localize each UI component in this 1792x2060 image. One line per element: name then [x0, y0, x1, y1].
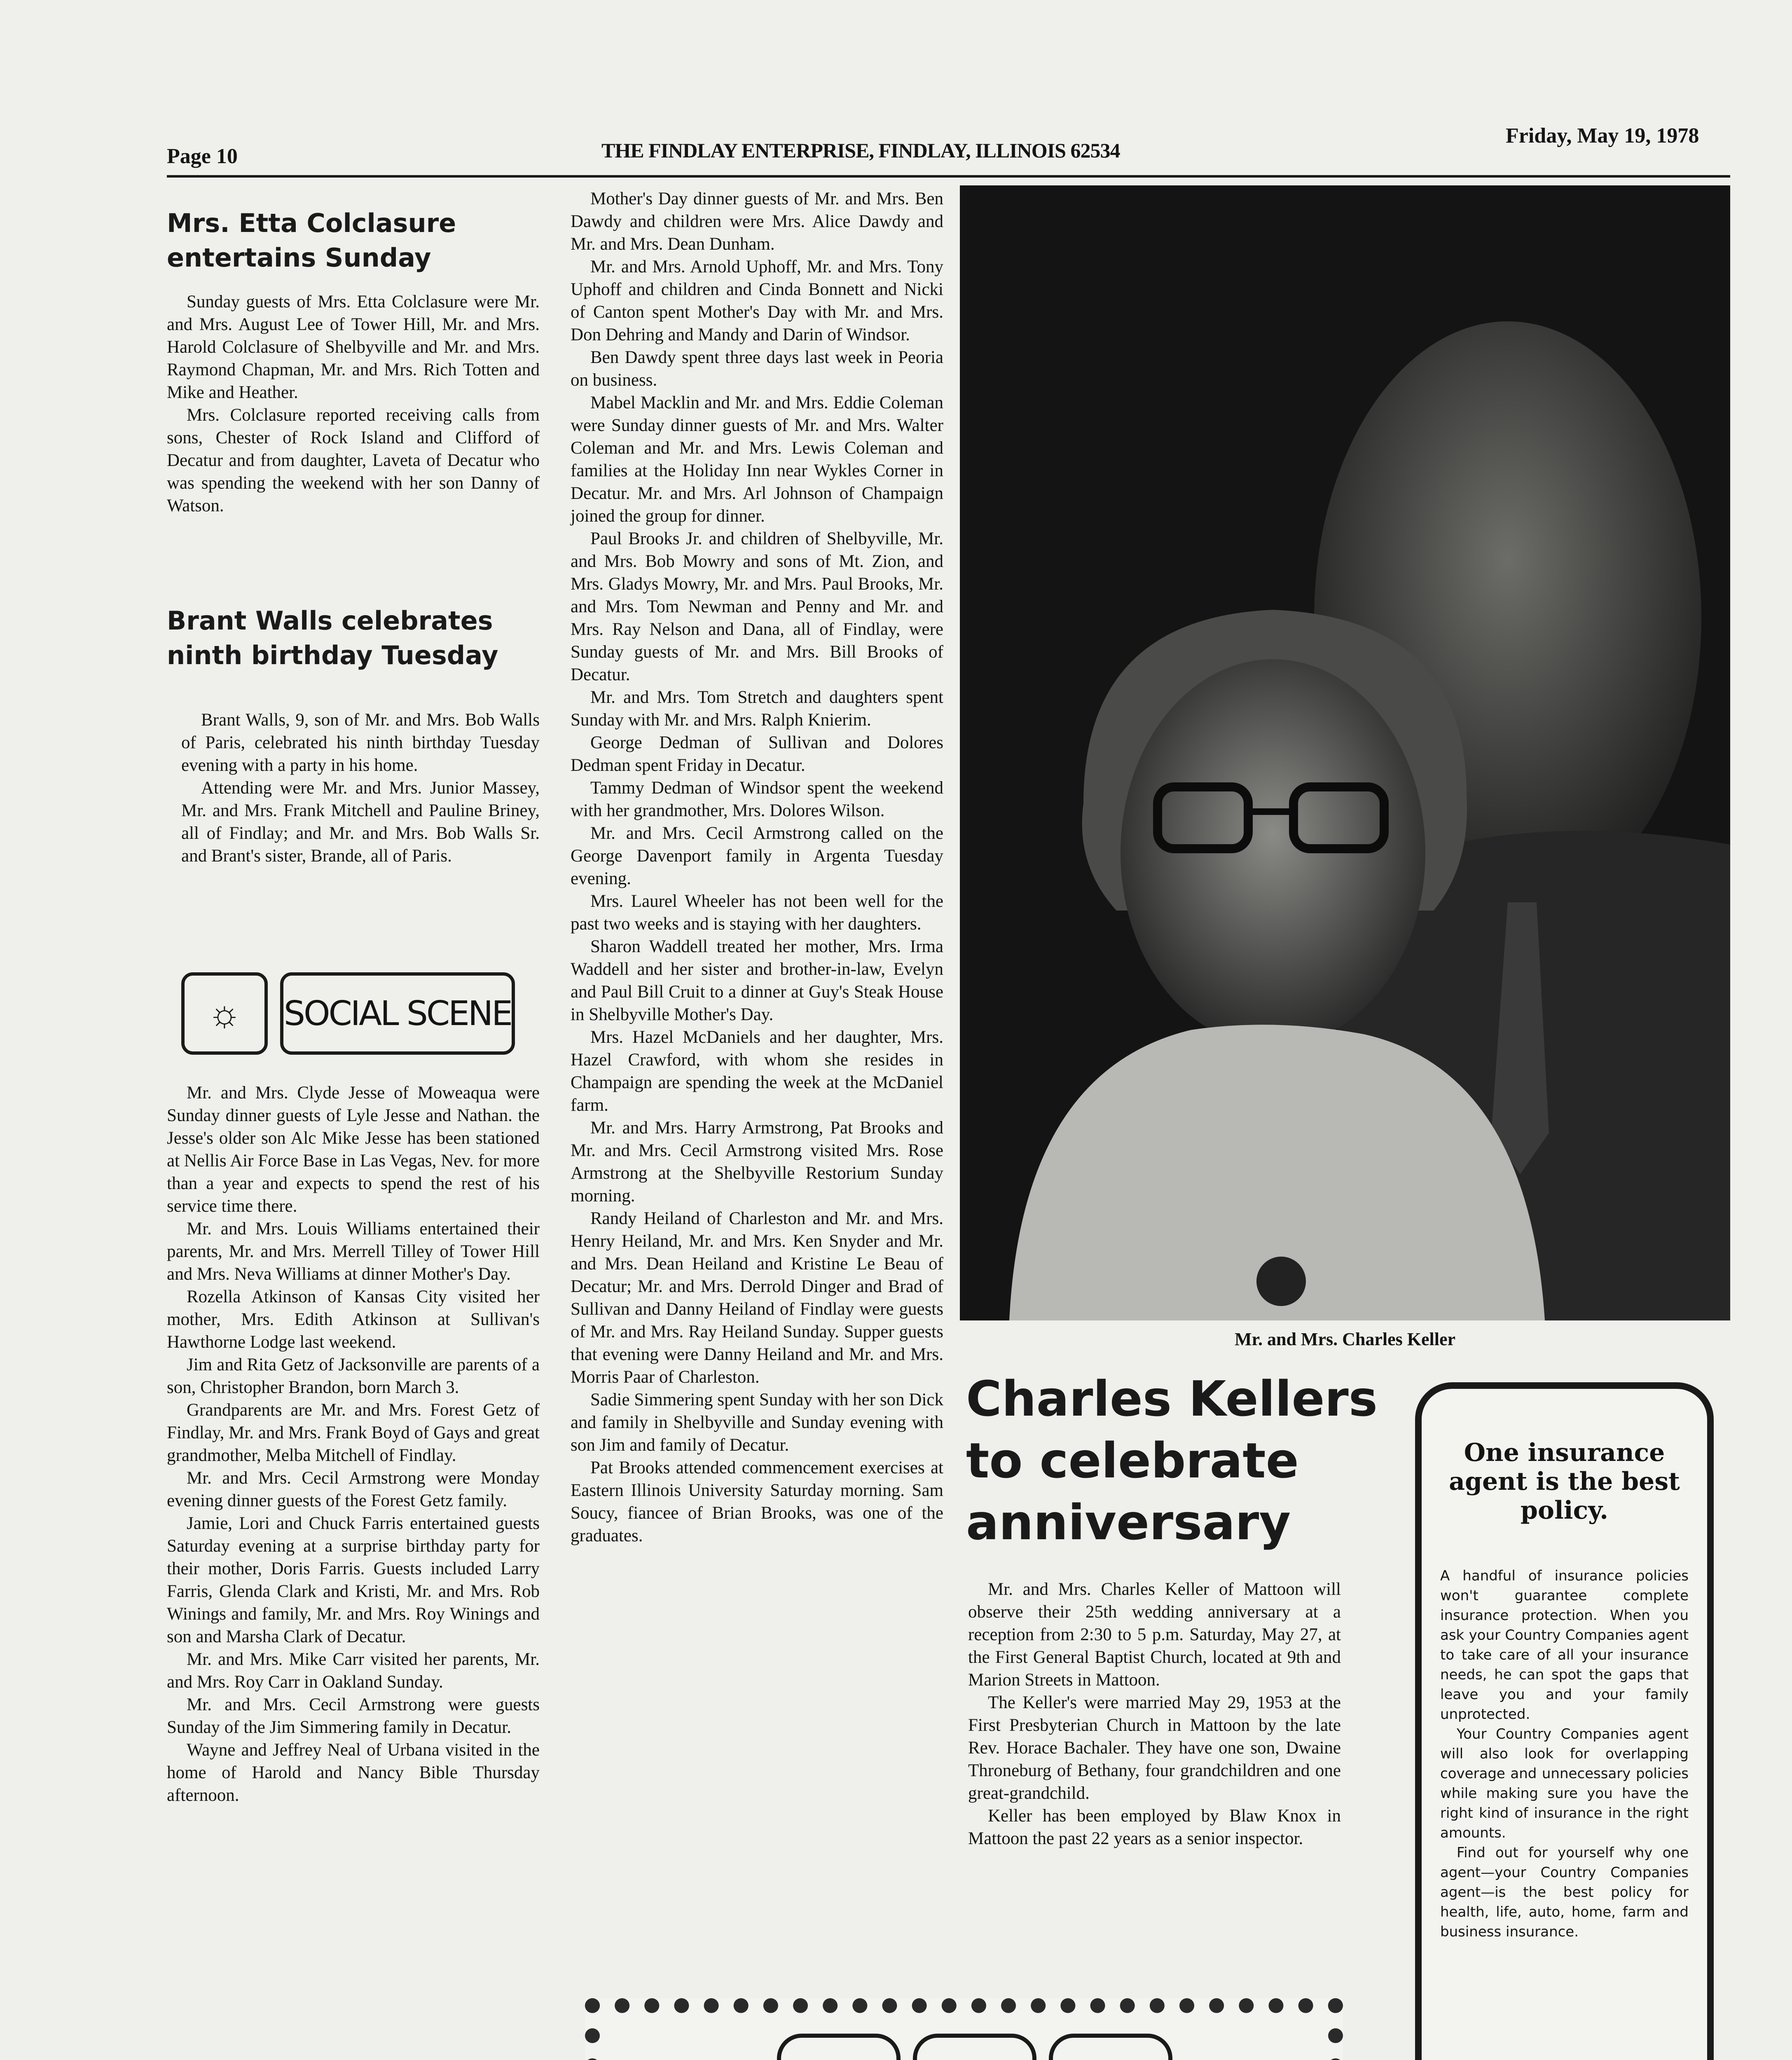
country-body — [1440, 1566, 1689, 1942]
social-item: Pat Brooks attended commencement exercises at Eastern Illinois University Saturday morning. Sam Soucy, fiancee of Brian Brooks, was one of the graduates. — [571, 1458, 943, 1545]
fcs-can-2 — [913, 2034, 1036, 2060]
social-item: Mr. and Mrs. Harry Armstrong, Pat Brooks and Mr. and Mrs. Cecil Armstrong visited Mrs. Rose Armstrong at the Shelbyville Restorium Sunday morning. — [571, 1118, 943, 1206]
sun-icon: ☼ — [181, 972, 268, 1055]
keller-paragraph: Keller has been employed by Blaw Knox in Mattoon the past 22 years as a senior inspector. — [968, 1806, 1341, 1848]
social-item: Mrs. Hazel McDaniels and her daughter, Mrs. Hazel Crawford, with whom she resides in Champaign are spending the week at the McDaniel farm. — [571, 1028, 943, 1115]
colclasure-body — [167, 290, 540, 517]
keller-portrait-image — [960, 185, 1730, 1320]
colclasure-paragraph: Mrs. Colclasure reported receiving calls from sons, Chester of Rock Island and Clifford of Decatur and from daughter, Laveta of Decatur who was spending the weekend with her son Danny of Watson. — [167, 405, 540, 515]
social-item: Mr. and Mrs. Louis Williams entertained their parents, Mr. and Mrs. Merrell Tilley of Tower Hill and Mrs. Neva Williams at dinner Mother's Day. — [167, 1219, 540, 1284]
social-item: Mr. and Mrs. Cecil Armstrong were guests Sunday of the Jim Simmering family in Decatur. — [167, 1695, 540, 1737]
social-item: Mother's Day dinner guests of Mr. and Mrs. Ben Dawdy and children were Mrs. Alice Dawdy and Mr. and Mrs. Dean Dunham. — [571, 189, 943, 254]
walls-headline: Brant Walls celebrates ninth birthday Tuesday — [167, 606, 498, 670]
social-item: Mr. and Mrs. Mike Carr visited her parents, Mr. and Mrs. Roy Carr in Oakland Sunday. — [167, 1650, 540, 1692]
social-scene-logo — [181, 972, 515, 1059]
social-item: Mrs. Laurel Wheeler has not been well for the past two weeks and is staying with her daughters. — [571, 892, 943, 934]
photo-caption: Mr. and Mrs. Charles Keller — [1234, 1329, 1456, 1349]
social-scene-col1 — [167, 1082, 540, 1807]
page-number: Page 10 — [167, 145, 238, 168]
social-item: Mr. and Mrs. Cecil Armstrong were Monday evening dinner guests of the Forest Getz family. — [167, 1468, 540, 1510]
social-scene-col2 — [571, 187, 943, 1547]
issue-date: Friday, May 19, 1978 — [1506, 124, 1699, 147]
social-item: Randy Heiland of Charleston and Mr. and Mrs. Henry Heiland, Mr. and Mrs. Ken Snyder and Mr. and Mrs. Dean Heiland and Kristine Le Beau of Decatur; Mr. and Mrs. Derrold Dinger and Brad of Sullivan and Danny Heiland of Findlay were guests of Mr. and Mrs. Ray Heiland Sunday. Supper guests that evening were Danny Heiland and Mr. and Mrs. Morris Paar of Charleston. — [571, 1209, 943, 1387]
social-item: George Dedman of Sullivan and Dolores Dedman spent Friday in Decatur. — [571, 733, 943, 775]
country-paragraph: A handful of insurance policies won't guarantee complete insurance protection. When you ask your Country Companies agent to take care of all your insurance needs, he can spot the gaps that leave you and your family unprotected. — [1440, 1568, 1689, 1723]
social-item: Mabel Macklin and Mr. and Mrs. Eddie Coleman were Sunday dinner guests of Mr. and Mrs. Walter Coleman and Mr. and Mrs. Lewis Coleman and families at the Holiday Inn near Wykles Corner in Decatur. Mr. and Mrs. Arl Johnson of Champaign joined the group for dinner. — [571, 393, 943, 526]
social-item: Mr. and Mrs. Arnold Uphoff, Mr. and Mrs. Tony Uphoff and children and Cinda Bonnett and Nicki of Canton spent Mother's Day with Mr. and Mrs. Don Dehring and Mandy and Darin of Windsor. — [571, 257, 943, 344]
social-item: Wayne and Jeffrey Neal of Urbana visited in the home of Harold and Nancy Bible Thursday afternoon. — [167, 1740, 540, 1805]
colclasure-headline: Mrs. Etta Colclasure entertains Sunday — [167, 208, 456, 273]
social-item: Mr. and Mrs. Clyde Jesse of Moweaqua were Sunday dinner guests of Lyle Jesse and Nathan. the Jesse's older son Alc Mike Jesse has been stationed at Nellis Air Force Base in Las Vegas, Nev. for more than a year and expects to spend the rest of his service time there. — [167, 1083, 540, 1216]
social-item: Jim and Rita Getz of Jacksonville are parents of a son, Christopher Brandon, born March 3. — [167, 1355, 540, 1397]
social-item: Grandparents are Mr. and Mrs. Forest Getz of Findlay, Mr. and Mrs. Frank Boyd of Gays and great grandmother, Melba Mitchell of Findlay. — [167, 1400, 540, 1465]
country-headline: One insurance agent is the best policy. — [1449, 1438, 1680, 1525]
social-item: Sadie Simmering spent Sunday with her son Dick and family in Shelbyville and Sunday evening with son Jim and family of Decatur. — [571, 1390, 943, 1455]
keller-photo — [960, 185, 1730, 1320]
social-scene-box — [280, 972, 515, 1055]
fcs-can-1 — [777, 2034, 901, 2060]
walls-paragraph: Brant Walls, 9, son of Mr. and Mrs. Bob Walls of Paris, celebrated his ninth birthday Tuesday evening with a party in his home. — [181, 710, 540, 775]
social-item: Mr. and Mrs. Tom Stretch and daughters spent Sunday with Mr. and Mrs. Ralph Knierim. — [571, 688, 943, 730]
social-item: Ben Dawdy spent three days last week in Peoria on business. — [571, 348, 943, 390]
social-item: Tammy Dedman of Windsor spent the weekend with her grandmother, Mrs. Dolores Wilson. — [571, 778, 943, 820]
keller-headline: Charles Kellers to celebrate anniversary — [966, 1370, 1378, 1551]
keller-body — [968, 1578, 1341, 1850]
fcs-ad — [585, 1998, 1343, 2060]
country-companies-ad — [1415, 1382, 1714, 2060]
can-letter-s — [1053, 2038, 1168, 2060]
masthead-rule — [167, 175, 1730, 178]
keller-paragraph: The Keller's were married May 29, 1953 at the First Presbyterian Church in Mattoon by the late Rev. Horace Bachaler. They have one son, Dwaine Throneburg of Bethany, four grandchildren and one great-grandchild. — [968, 1693, 1341, 1803]
social-scene-title: SOCIAL SCENE — [283, 994, 512, 1033]
social-item: Paul Brooks Jr. and children of Shelbyville, Mr. and Mrs. Bob Mowry and sons of Mt. Zion, and Mrs. Gladys Mowry, Mr. and Mrs. Paul Brooks, Mr. and Mrs. Tom Newman and Penny and Mr. and Mrs. Ray Nelson and Dana, all of Findlay, were Sunday guests of Mr. and Mrs. Bill Brooks of Decatur. — [571, 529, 943, 684]
colclasure-paragraph: Sunday guests of Mrs. Etta Colclasure were Mr. and Mrs. August Lee of Tower Hill, Mr. and Mrs. Harold Colclasure of Shelbyville and Mr. and Mrs. Raymond Chapman, Mr. and Mrs. Rich Totten and Mike and Heather. — [167, 292, 540, 402]
newspaper-title: THE FINDLAY ENTERPRISE, FINDLAY, ILLINOIS 62534 — [601, 139, 1120, 162]
walls-paragraph: Attending were Mr. and Mrs. Junior Massey, Mr. and Mrs. Frank Mitchell and Pauline Briney, all of Findlay; and Mr. and Mrs. Bob Walls Sr. and Brant's sister, Brande, all of Paris. — [181, 778, 540, 866]
can-letter-f — [781, 2038, 896, 2060]
country-paragraph: Find out for yourself why one agent—your Country Companies agent—is the best policy for health, life, auto, home, farm and business insurance. — [1440, 1845, 1689, 1940]
social-item: Mr. and Mrs. Cecil Armstrong called on the George Davenport family in Argenta Tuesday evening. — [571, 824, 943, 888]
country-paragraph: Your Country Companies agent will also look for overlapping coverage and unnecessary policies while making sure you have the right kind of insurance in the right amounts. — [1440, 1726, 1689, 1841]
social-item: Jamie, Lori and Chuck Farris entertained guests Saturday evening at a surprise birthday party for their mother, Doris Farris. Guests included Larry Farris, Glenda Clark and Kristi, Mr. and Mrs. Rob Winings and family, Mr. and Mrs. Roy Winings and son and Marsha Clark of Decatur. — [167, 1514, 540, 1646]
social-item: Sharon Waddell treated her mother, Mrs. Irma Waddell and her sister and brother-in-law, Evelyn and Paul Bill Cruit to a dinner at Guy's Steak House in Shelbyville Mother's Day. — [571, 937, 943, 1024]
walls-body — [181, 709, 540, 867]
keller-paragraph: Mr. and Mrs. Charles Keller of Mattoon will observe their 25th wedding anniversary at a reception from 2:30 to 5 p.m. Saturday, May 27, at the First General Baptist Church, located at 9th and Marion Streets in Mattoon. — [968, 1580, 1341, 1690]
social-item: Rozella Atkinson of Kansas City visited her mother, Mrs. Edith Atkinson at Sullivan's Hawthorne Lodge last weekend. — [167, 1287, 540, 1352]
fcs-can-3 — [1049, 2034, 1172, 2060]
